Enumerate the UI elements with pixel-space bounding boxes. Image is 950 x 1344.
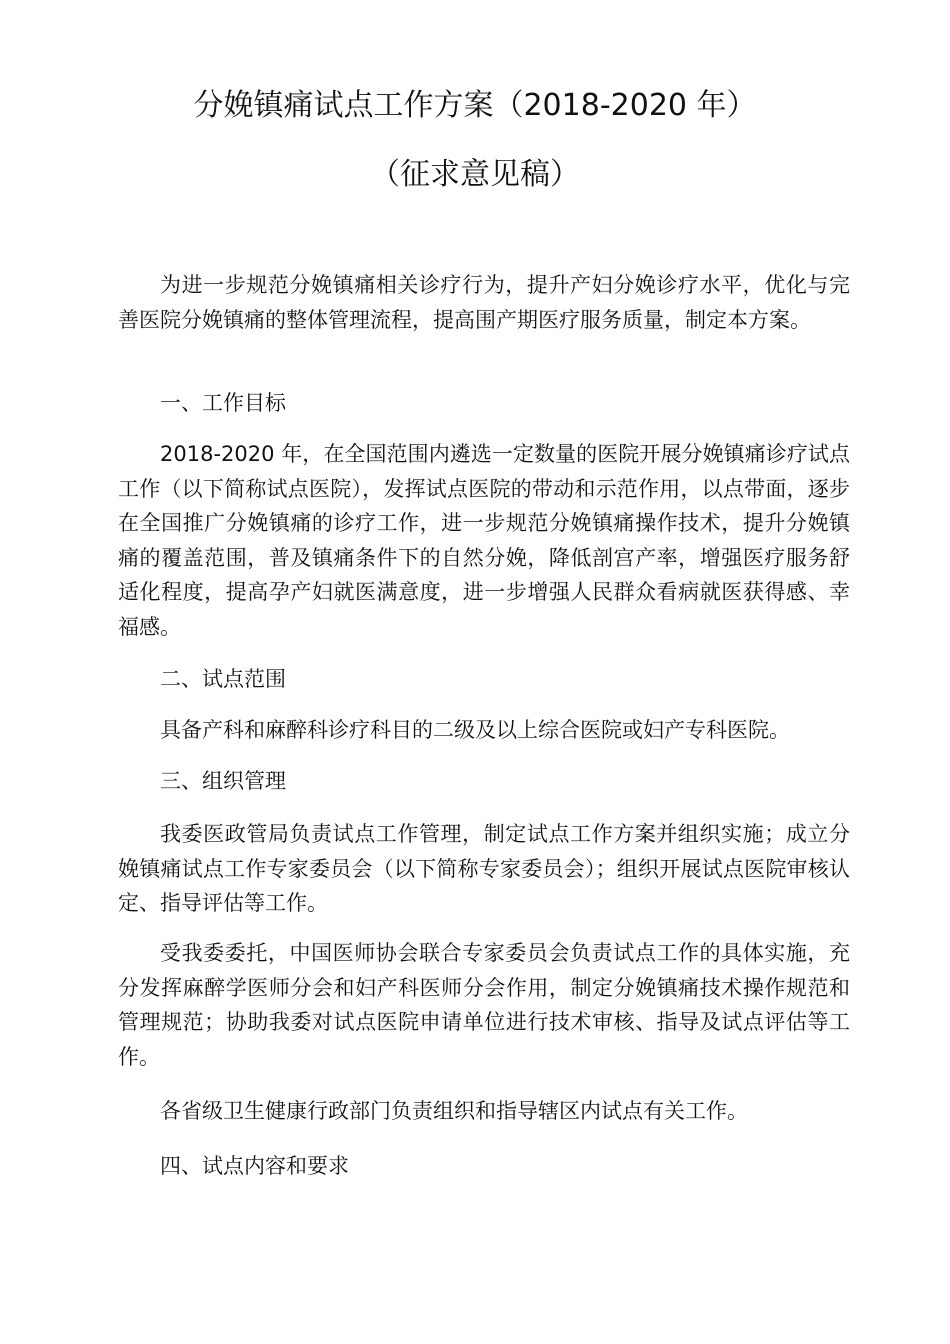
document-title: 分娩镇痛试点工作方案（2018-2020 年） <box>193 88 757 123</box>
organization-paragraph-1: 我委医政管局负责试点工作管理，制定试点工作方案并组织实施；成立分娩镇痛试点工作专家委员会（以下简称专家委员会）；组织开展试点医院审核认定、指导评估等工作。 <box>118 822 850 915</box>
goals-paragraph: 2018-2020 年，在全国范围内遴选一定数量的医院开展分娩镇痛诊疗试点工作（以下简称试点医院），发挥试点医院的带动和示范作用，以点带面，逐步在全国推广分娩镇痛的诊疗工作，进一步规范分娩镇痛操作技术，提升分娩镇痛的覆盖范围，普及镇痛条件下的自然分娩，降低剖宫产率，增强医疗服务舒适化程度，提高孕产妇就医满意度，进一步增强人民群众看病就医获得感、幸福感。 <box>118 442 850 639</box>
section-heading-scope: 二、试点范围 <box>160 667 286 691</box>
section-heading-goals: 一、工作目标 <box>160 391 286 415</box>
section-heading-content-requirements: 四、试点内容和要求 <box>160 1154 349 1178</box>
organization-paragraph-3: 各省级卫生健康行政部门负责组织和指导辖区内试点有关工作。 <box>160 1099 748 1123</box>
scope-paragraph: 具备产科和麻醉科诊疗科目的二级及以上综合医院或妇产专科医院。 <box>160 718 790 742</box>
organization-paragraph-2: 受我委委托，中国医师协会联合专家委员会负责试点工作的具体实施，充分发挥麻醉学医师分会和妇产科医师分会作用，制定分娩镇痛技术操作规范和管理规范；协助我委对试点医院申请单位进行技术审核、指导及试点评估等工作。 <box>118 941 850 1069</box>
intro-paragraph: 为进一步规范分娩镇痛相关诊疗行为，提升产妇分娩诊疗水平，优化与完善医院分娩镇痛的整体管理流程，提高围产期医疗服务质量，制定本方案。 <box>118 273 850 332</box>
document-subtitle: （征求意见稿） <box>370 157 580 192</box>
section-heading-organization: 三、组织管理 <box>160 769 286 793</box>
